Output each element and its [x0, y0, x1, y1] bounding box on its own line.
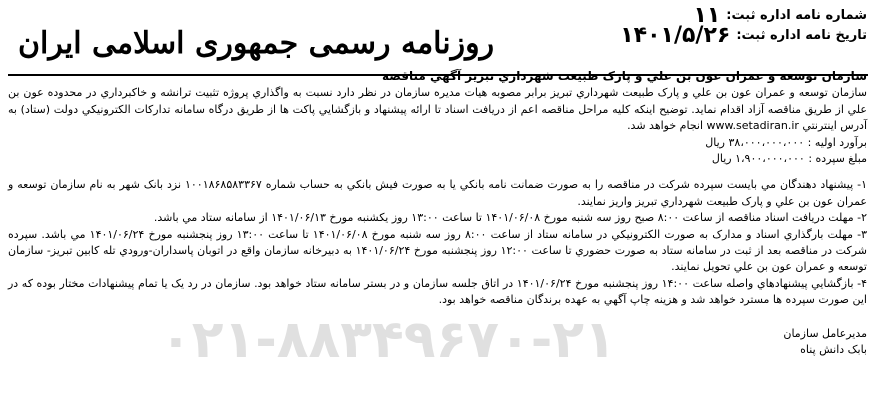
signer-name: بابک دانش پناه — [800, 343, 867, 357]
notice-intro: سازمان توسعه و عمران عون بن علي و پارک طبيعت شهرداري تبريز برابر مصوبه هيات مديره سازمان در نظر دارد نسبت به واگذاري پروژه تثبيت ترانشه و خاکبرداري در محدوده عون بن علي از طريق مناقصه آزاد اقدام نمايد. توضيح اينکه کليه مراحل مناقصه اعم از دريافت اسناد تا ارائه پيشنهاد و بازگشايي پاکت ها از طريق درگاه سامانه تدارکات الکترونيکي دولت (ستاد) به آدرس اينترنتي www.setadiran.ir انجام خواهد شد. — [8, 86, 867, 133]
notice-body — [8, 68, 867, 359]
condition-item-4: ۴- بازگشايي پيشنهادهاي واصله ساعت ۱۴:۰۰ روز پنجشنبه مورخ ۱۴۰۱/۰۶/۲۴ در اتاق جلسه سازمان و در بستر سامانه ستاد خواهد بود. سازمان در رد يک يا تمام پيشنهادات مختار بوده که در اين صورت سپرده ها مسترد خواهد شد و هزينه چاپ آگهي به عهده برندگان مناقصه خواهد بود. — [8, 276, 867, 307]
registration-info — [620, 3, 867, 48]
registration-number-label: شماره نامه اداره ثبت: — [726, 8, 867, 23]
spacer — [8, 167, 867, 177]
condition-item-3: ۳- مهلت بارگذاري اسناد و مدارک به صورت الکترونيکي در سامانه ستاد از ساعت ۸:۰۰ روز سه شنبه مورخ ۱۴۰۱/۰۶/۰۸ تا ساعت ۱۳:۰۰ روز پنجشنبه مورخ ۱۴۰۱/۰۶/۲۴ مي باشد. سپرده شرکت در مناقصه بعد از ثبت در سامانه ستاد به صورت حضوري تا ساعت ۱۲:۰۰ روز پنجشنبه مورخ ۱۴۰۱/۰۶/۲۴ به دبيرخانه سازمان واقع در اتوبان پاسداران-ورودي تله کابين تبريز- سازمان توسعه و عمران عون بن علي تحويل نمايند. — [8, 227, 867, 274]
condition-item-1: ۱- پيشنهاد دهندگان مي بايست سپرده شرکت در مناقصه را به صورت ضمانت نامه بانکي يا به صورت فيش بانکي به حساب شماره ۱۰۰۱۸۶۸۵۸۳۳۶۷ نزد بانک شهر به نام سازمان توسعه و عمران عون بن علي و پارک طبيعت شهرداري تبريز واريز نمايند. — [8, 178, 867, 208]
signer-role: مديرعامل سازمان — [783, 326, 867, 340]
registration-date-row — [620, 23, 867, 48]
initial-estimate: برآورد اوليه : ۳۸،۰۰۰،۰۰۰،۰۰۰ ريال — [705, 135, 867, 149]
condition-item-2: ۲- مهلت دريافت اسناد مناقصه از ساعت ۸:۰۰ صبح روز سه شنبه مورخ ۱۴۰۱/۰۶/۰۸ تا ساعت ۱۳:۰۰ روز يکشنبه مورخ ۱۴۰۱/۰۶/۱۳ از سامانه ستاد مي باشد. — [153, 211, 867, 225]
registration-date-value: ۱۴۰۱/۵/۲۶ — [620, 23, 731, 48]
newspaper-title: روزنامه رسمی جمهوری اسلامی ایران — [18, 26, 495, 61]
registration-number-value: ۱۱ — [693, 3, 721, 28]
signature-block — [8, 326, 867, 359]
phone-watermark: ۰۲۱-۸۸۳۴۹۶۷۰-۲۱ — [160, 310, 616, 370]
registration-date-label: تاریخ نامه اداره ثبت: — [736, 28, 867, 43]
deposit-amount: مبلغ سپرده : ۱،۹۰۰،۰۰۰،۰۰۰ ريال — [711, 152, 867, 166]
notice-title: سازمان توسعه و عمران عون بن علي و پارک طبيعت شهرداري تبريز آگهي مناقصه — [381, 69, 867, 83]
